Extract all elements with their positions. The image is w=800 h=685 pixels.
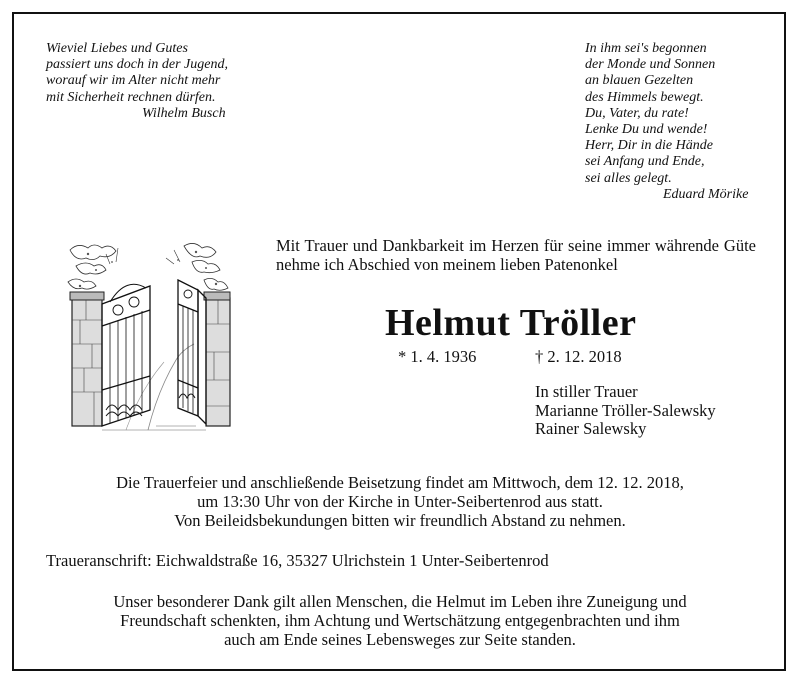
- mourners-block: [535, 383, 716, 439]
- deceased-name: Helmut Tröller: [385, 302, 637, 344]
- poem-right: [585, 41, 748, 203]
- death-date: † 2. 12. 2018: [535, 347, 622, 366]
- poem-line: In ihm sei's begonnen: [585, 41, 707, 56]
- poem-line: Du, Vater, du rate!: [585, 105, 689, 121]
- poem-line: der Monde und Sonnen: [585, 57, 716, 73]
- mourning-address: Traueranschrift: Eichwaldstraße 16, 35327 Ulrichstein 1 Unter-Seibertenrod: [46, 551, 549, 570]
- poem-line: an blauen Gezelten: [585, 73, 694, 89]
- thanks-line: auch am Ende seines Lebensweges zur Seite standen.: [224, 630, 576, 649]
- poem-line: mit Sicherheit rechnen dürfen.: [46, 89, 216, 105]
- thanks-text: [30, 592, 770, 649]
- birth-date: * 1. 4. 1936: [398, 347, 477, 366]
- poem-line: worauf wir im Alter nicht mehr: [46, 73, 221, 89]
- poem-author: Eduard Mörike: [663, 186, 749, 202]
- poem-line: Wieviel Liebes und Gutes: [46, 41, 188, 56]
- funeral-line: Von Beileidsbekundungen bitten wir freundlich Abstand zu nehmen.: [174, 511, 626, 530]
- poem-line: sei Anfang und Ende,: [585, 154, 705, 170]
- poem-line: Lenke Du und wende!: [585, 122, 708, 138]
- poem-line: Herr, Dir in die Hände: [585, 138, 713, 154]
- garden-gate-illustration: [66, 240, 231, 436]
- mourners-heading: In stiller Trauer: [535, 382, 638, 401]
- thanks-line: Freundschaft schenkten, ihm Achtung und Wertschätzung entgegenbrachten und ihm: [120, 611, 680, 630]
- funeral-line: Die Trauerfeier und anschließende Beisetzung findet am Mittwoch, dem 12. 12. 2018,: [116, 473, 684, 492]
- funeral-info: [30, 473, 770, 530]
- funeral-line: um 13:30 Uhr von der Kirche in Unter-Seibertenrod aus statt.: [197, 492, 603, 511]
- poem-line: des Himmels bewegt.: [585, 89, 704, 105]
- mourner-name: Marianne Tröller-Salewsky: [535, 400, 716, 420]
- poem-left: [46, 41, 228, 122]
- poem-line: sei alles gelegt.: [585, 170, 672, 186]
- mourner-name: Rainer Salewsky: [535, 419, 647, 438]
- thanks-line: Unser besonderer Dank gilt allen Menschen, die Helmut im Leben ihre Zuneigung und: [113, 592, 687, 611]
- poem-author: Wilhelm Busch: [142, 105, 226, 121]
- poem-line: passiert uns doch in der Jugend,: [46, 57, 228, 73]
- intro-text: Mit Trauer und Dankbarkeit im Herzen für seine immer währende Güte nehme ich Abschied von meinem lieben Patenonkel: [276, 236, 756, 274]
